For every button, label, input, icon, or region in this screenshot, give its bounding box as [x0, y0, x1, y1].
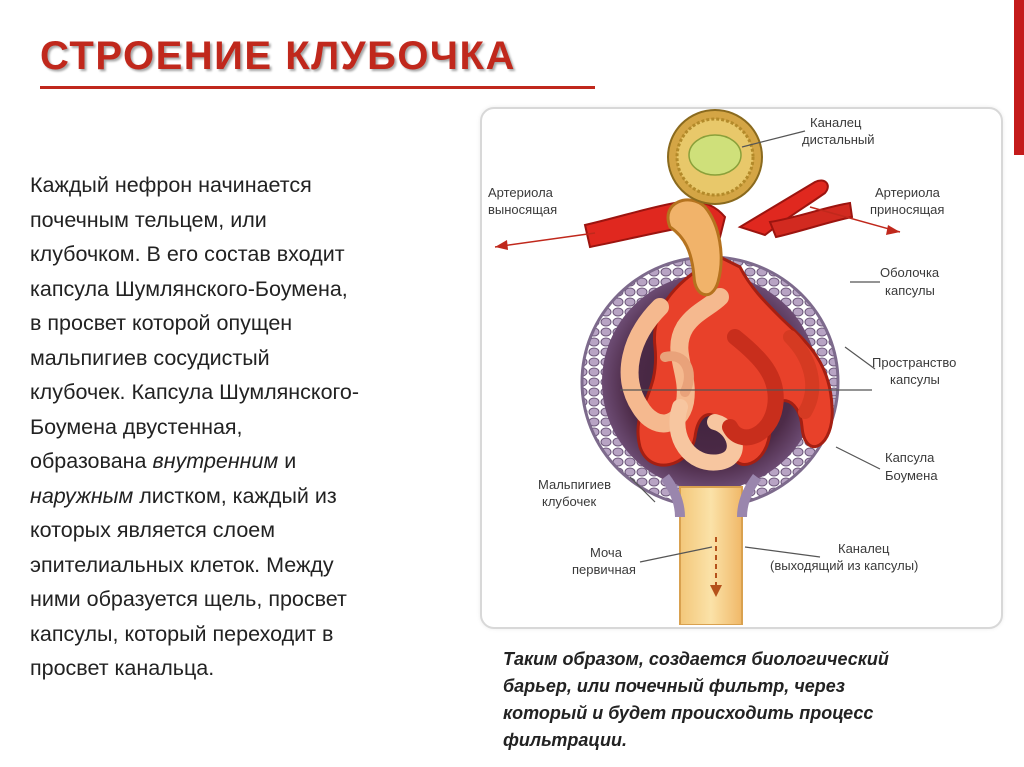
- label-outgoing-tubule: (выходящий из капсулы): [770, 558, 919, 573]
- body-text-fragment: и: [278, 449, 297, 473]
- label-capsule-space: капсулы: [890, 372, 940, 387]
- body-line: [30, 479, 470, 514]
- body-line: [30, 444, 470, 479]
- italic-term-inner: внутренним: [152, 449, 279, 473]
- body-line: просвет канальца.: [30, 656, 215, 680]
- label-capsule-membrane: Оболочка: [880, 265, 940, 280]
- label-distal-tubule: Каналец: [810, 115, 862, 130]
- body-line: в просвет которой опущен: [30, 311, 293, 335]
- label-efferent-arteriole: Артериола: [488, 185, 553, 200]
- slide-title: СТРОЕНИЕ КЛУБОЧКА: [40, 34, 516, 78]
- label-malpighian-glomerulus: клубочек: [542, 494, 597, 509]
- label-capsule-space: Пространство: [872, 355, 957, 370]
- body-line: эпителиальных клеток. Между: [30, 552, 334, 577]
- body-line: капсулы, который переходит в: [30, 621, 334, 646]
- label-outgoing-tubule: Каналец: [838, 541, 890, 556]
- title-underline: [40, 86, 595, 89]
- body-line: Каждый нефрон начинается: [30, 173, 312, 197]
- body-line: почечным тельцем, или: [30, 207, 267, 232]
- label-afferent-arteriole: приносящая: [870, 202, 945, 217]
- label-bowman-capsule: Капсула: [885, 450, 935, 465]
- label-capsule-membrane: капсулы: [885, 283, 935, 298]
- body-text-fragment: листком, каждый из: [133, 483, 337, 508]
- label-bowman-capsule: Боумена: [885, 468, 938, 483]
- body-paragraph: [30, 168, 470, 686]
- body-line: Боумена двустенная,: [30, 414, 243, 439]
- body-line: которых является слоем: [30, 518, 276, 542]
- italic-term-outer: наружным: [30, 483, 134, 508]
- label-malpighian-glomerulus: Мальпигиев: [538, 477, 612, 492]
- body-line: ними образуется щель, просвет: [30, 587, 347, 611]
- caption: [503, 646, 1003, 754]
- body-line: капсула Шумлянского-Боумена,: [30, 276, 348, 301]
- label-primary-urine: Моча: [590, 545, 622, 560]
- caption-line: который и будет происходить процесс: [503, 703, 874, 723]
- distal-tubule-cross-section: [668, 110, 762, 204]
- body-line: клубочком. В его состав входит: [30, 242, 345, 266]
- outgoing-tubule: [665, 477, 757, 625]
- body-text-fragment: образована: [30, 449, 153, 473]
- body-text: [30, 168, 470, 686]
- label-afferent-arteriole: Артериола: [875, 185, 940, 200]
- glomerulus-diagram: [480, 107, 999, 625]
- caption-line: барьер, или почечный фильтр, через: [503, 676, 845, 696]
- label-distal-tubule: дистальный: [802, 132, 875, 147]
- body-line: мальпигиев сосудистый: [30, 345, 270, 370]
- label-primary-urine: первичная: [572, 562, 636, 577]
- caption-line: Таким образом, создается биологический: [503, 649, 889, 669]
- caption-line: фильтрации.: [503, 730, 627, 750]
- body-line: клубочек. Капсула Шумлянского-: [30, 380, 360, 404]
- label-efferent-arteriole: выносящая: [488, 202, 558, 217]
- accent-bar: [1014, 0, 1024, 155]
